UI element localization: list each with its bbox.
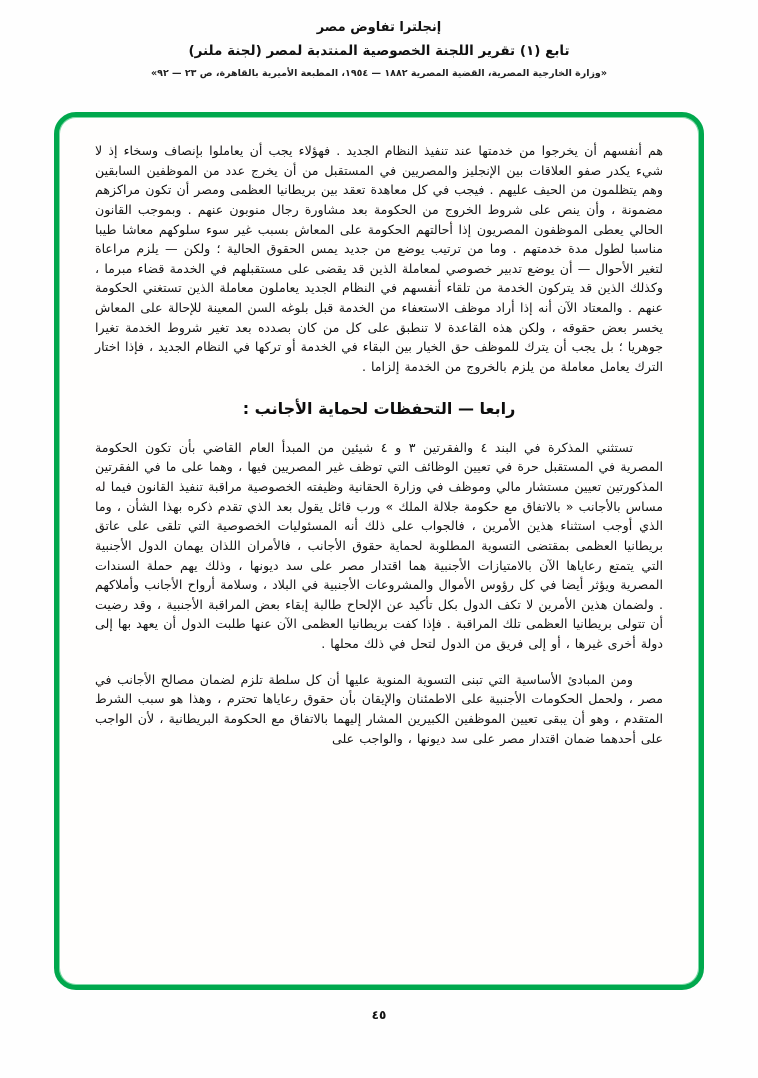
page-header <box>0 20 758 79</box>
body-paragraph-3: ومن المبادئ الأساسية التي تبنى التسوية المنوية عليها أن كل سلطة تلزم لضمان مصالح الأجانب في مصر ، ولحمل الحكومات الأجنبية على الاطمئنان والإيقان بأن حقوق رعاياها تحترم ، وهذا هو سبب الشرط المتقدم ، وهو أن يبقى تعيين الموظفين الكبيرين المشار إليهما بالاتفاق مع الحكومة البريطانية ، لأن الواجب على أحدهما ضمان اقتدار مصر على سد ديونها ، والواجب على <box>95 671 663 746</box>
page-footer <box>0 1004 758 1023</box>
green-bordered-content-frame <box>54 112 704 990</box>
document-subtitle: تابع (١) تقرير اللجنة الخصوصية المنتدبة لمصر (لجنة ملنر) <box>188 43 570 59</box>
page-number: ٤٥ <box>371 1008 387 1022</box>
body-paragraph-2: تستثني المذكرة في البند ٤ والفقرتين ٣ و ٤ شيئين من المبدأ العام القاضي بأن تكون الحكومة المصرية في المستقبل حرة في تعيين الوظائف التي توظف غير المصريين فيها ، وهما على ما في الفقرتين المذكورتين تعيين مستشار مالي وموظف في وزارة الحقانية وظيفته الخصوصية مراقبة تنفيذ القانون فيما له مساس بالأجانب « بالاتفاق مع حكومة جلالة الملك » ورب قائل يقول بعد الذي تقدم ذكره بهذا الشأن ، وما الذي أوجب استثناء هذين الأمرين ، فالجواب على ذلك أنه المسئوليات الخصوصية التي تلقى على عاتق بريطانيا العظمى بمقتضى التسوية المطلوبة لحماية حقوق الأجانب ، فالأمران اللذان يهمان الدول الأجنبية التي يتمتع رعاياها الآن بالامتيازات الأجنبية هما اقتدار مصر على سد ديونها ، وذلك يهم حملة السندات المصرية ويؤثر أيضا في كل رؤوس الأموال والمشروعات الأجنبية في البلاد ، وسلامة أرواح الأجانب وأملاكهم . ولضمان هذين الأمرين لا تكف الدول بكل تأكيد عن الإلحاح طالبة إبقاء بعض المراقبة الأجنبية ، وقد رضيت أن تتولى بريطانيا العظمى تلك المراقبة . فإذا كفت بريطانيا العظمى الآن عنها طلبت الدول أن يعهد بها إلى دولة أخرى غيرها ، أو إلى فريق من الدول لتحل في ذلك محلها . <box>95 439 663 652</box>
document-source-citation: «وزارة الخارجية المصرية، القضية المصرية ١٨٨٢ — ١٩٥٤، المطبعة الأميرية بالقاهرة، ص ٢٣ — ٩٢» <box>151 68 607 79</box>
body-paragraph-1: هم أنفسهم أن يخرجوا من خدمتها عند تنفيذ النظام الجديد . فهؤلاء يجب أن يعاملوا بإنصاف وسخاء إذ لا شيء يكدر صفو العلاقات بين الإنجليز والمصريين في المستقبل من أن يخرج عدد من الموظفين السابقين وهم يتظلمون من الحيف عليهم . فيجب في كل معاهدة تعقد بين بريطانيا العظمى ومصر أن تكون مراكزهم مضمونة ، وأن ينص على شروط الخروج من الحكومة بعد مشاورة رجال منوبون عنهم . وبموجب القانون الحالي يعطى الموظفون المصريون إذا أحالتهم الحكومة على المعاش بسبب غير سوء سلوكهم معاشا طيبا مناسبا لطول مدة خدمتهم . وما من ترتيب يوضع من جديد يمس الحقوق الحالية ؛ ولكن — يلزم مراعاة لتغير الأحوال — أن يوضع تدبير خصوصي لمعاملة الذين قد يقضى على مستقبلهم في الخدمة قضاء مبرما ، وكذلك الذين قد يتركون الخدمة من تلقاء أنفسهم في النظام الجديد يعاملون معاملة الذين تستغني الحكومة عنهم . والمعتاد الآن أنه إذا أراد موظف الاستعفاء من الخدمة قبل بلوغه السن المعينة للإحالة على المعاش يخسر بعض حقوقه ، ولكن هذه القاعدة لا تنطبق على كل من كان بصدده بعد تغير شروط الخدمة تغيرا جوهريا ؛ بل يجب أن يترك للموظف حق الخيار بين البقاء في الخدمة أو تركها في النظام الجديد ، فإذا اختار الترك يعامل معاملة من يلزم بالخروج من الخدمة إلزاما . <box>95 143 663 375</box>
section-heading-fourth-reservations: رابعا — التحفظات لحماية الأجانب : <box>242 398 516 418</box>
document-title: إنجلترا تفاوض مصر <box>316 20 442 35</box>
